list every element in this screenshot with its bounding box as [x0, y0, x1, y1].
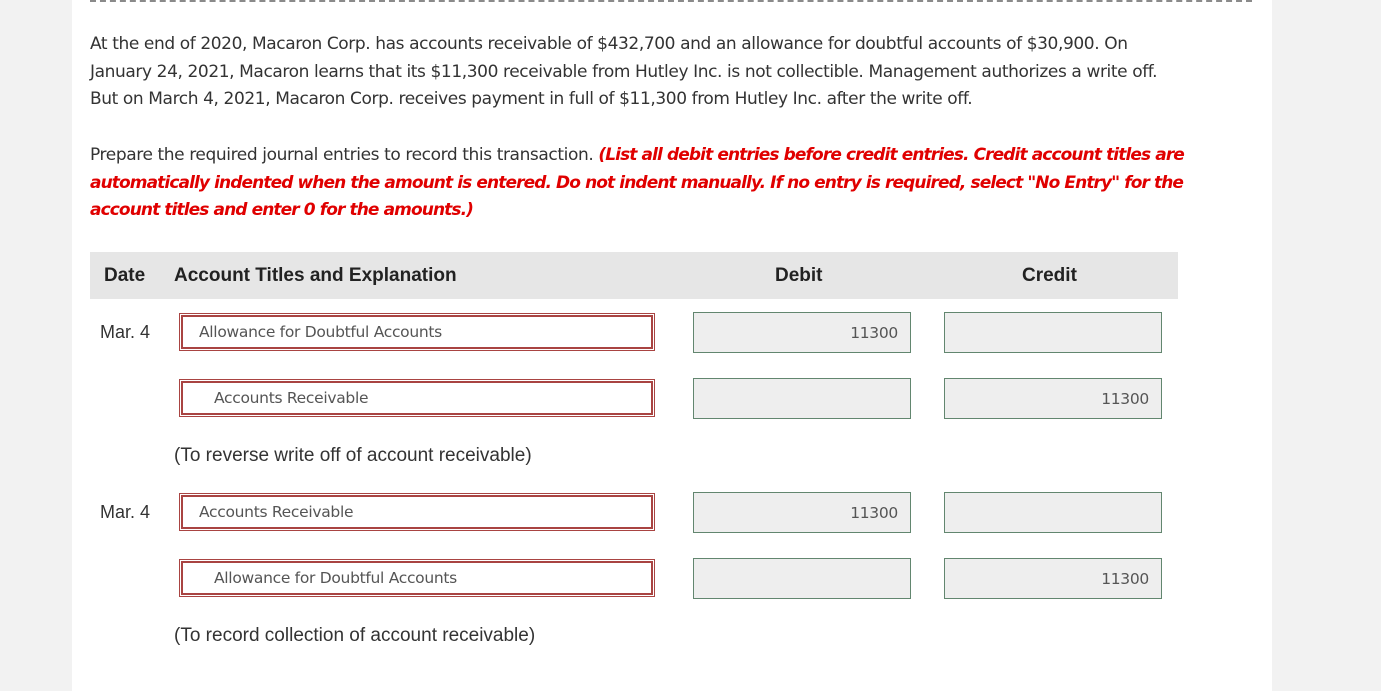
- question-line-2: January 24, 2021, Macaron learns that its $11,300 receivable from Hutley Inc. is not collectible. Management authorizes a write off.: [90, 61, 1158, 82]
- entry-2-row-1-account-select[interactable]: [181, 495, 653, 529]
- entry-1-row-1-account-value: Allowance for Doubtful Accounts: [199, 323, 442, 341]
- question-text: [90, 31, 1255, 114]
- dashed-divider: [90, 0, 1252, 2]
- header-date: Date: [104, 265, 146, 286]
- entry-1-row-2-account-value: Accounts Receivable: [214, 389, 369, 407]
- header-debit: Debit: [775, 265, 823, 286]
- entry-1-row-1-debit-value: 11300: [850, 323, 898, 342]
- entry-2-date: Mar. 4: [100, 502, 151, 522]
- entry-2-row-1-debit-value: 11300: [850, 503, 898, 522]
- instructions-lead: Prepare the required journal entries to record this transaction.: [90, 145, 599, 165]
- entry-1-row-2-credit-input[interactable]: [944, 378, 1162, 419]
- entry-2-row-1-account-value: Accounts Receivable: [199, 503, 354, 521]
- entry-2-row-2-account-value: Allowance for Doubtful Accounts: [214, 569, 457, 587]
- entry-1-row-1-credit-input[interactable]: [944, 312, 1162, 353]
- entry-1-row-2-debit-input[interactable]: [693, 378, 911, 419]
- entry-1-row-2-credit-value: 11300: [1101, 389, 1149, 408]
- entry-1-row-1-account-select[interactable]: [181, 315, 653, 349]
- header-credit: Credit: [1022, 265, 1077, 286]
- instructions-note: (List all debit entries before credit entries. Credit account titles are automatically indented when the amount is entered. Do not indent manually. If no entry is required, select "No Entry" for the account titles and enter 0 for the amounts.): [90, 145, 1184, 220]
- entry-1-row-2-account-select[interactable]: [181, 381, 653, 415]
- entry-2-row-2-credit-value: 11300: [1101, 569, 1149, 588]
- entry-2-explanation: (To record collection of account receivable): [174, 625, 536, 646]
- question-line-3: But on March 4, 2021, Macaron Corp. receives payment in full of $11,300 from Hutley Inc. after the write off.: [90, 89, 973, 109]
- question-line-1: At the end of 2020, Macaron Corp. has accounts receivable of $432,700 and an allowance for doubtful accounts of $30,900. On: [90, 34, 1128, 54]
- entry-2-row-1-debit-input[interactable]: [693, 492, 911, 533]
- entry-1-explanation: (To reverse write off of account receivable): [174, 445, 532, 466]
- entry-2-row-2-debit-input[interactable]: [693, 558, 911, 599]
- entry-1-row-1-debit-input[interactable]: [693, 312, 911, 353]
- entry-2-row-2-credit-input[interactable]: [944, 558, 1162, 599]
- instructions-text: [90, 142, 1255, 225]
- entry-1-date: Mar. 4: [100, 322, 151, 342]
- entry-2-row-2-account-select[interactable]: [181, 561, 653, 595]
- header-account: Account Titles and Explanation: [174, 265, 457, 286]
- entry-2-row-1-credit-input[interactable]: [944, 492, 1162, 533]
- journal-table-header: [90, 252, 1178, 299]
